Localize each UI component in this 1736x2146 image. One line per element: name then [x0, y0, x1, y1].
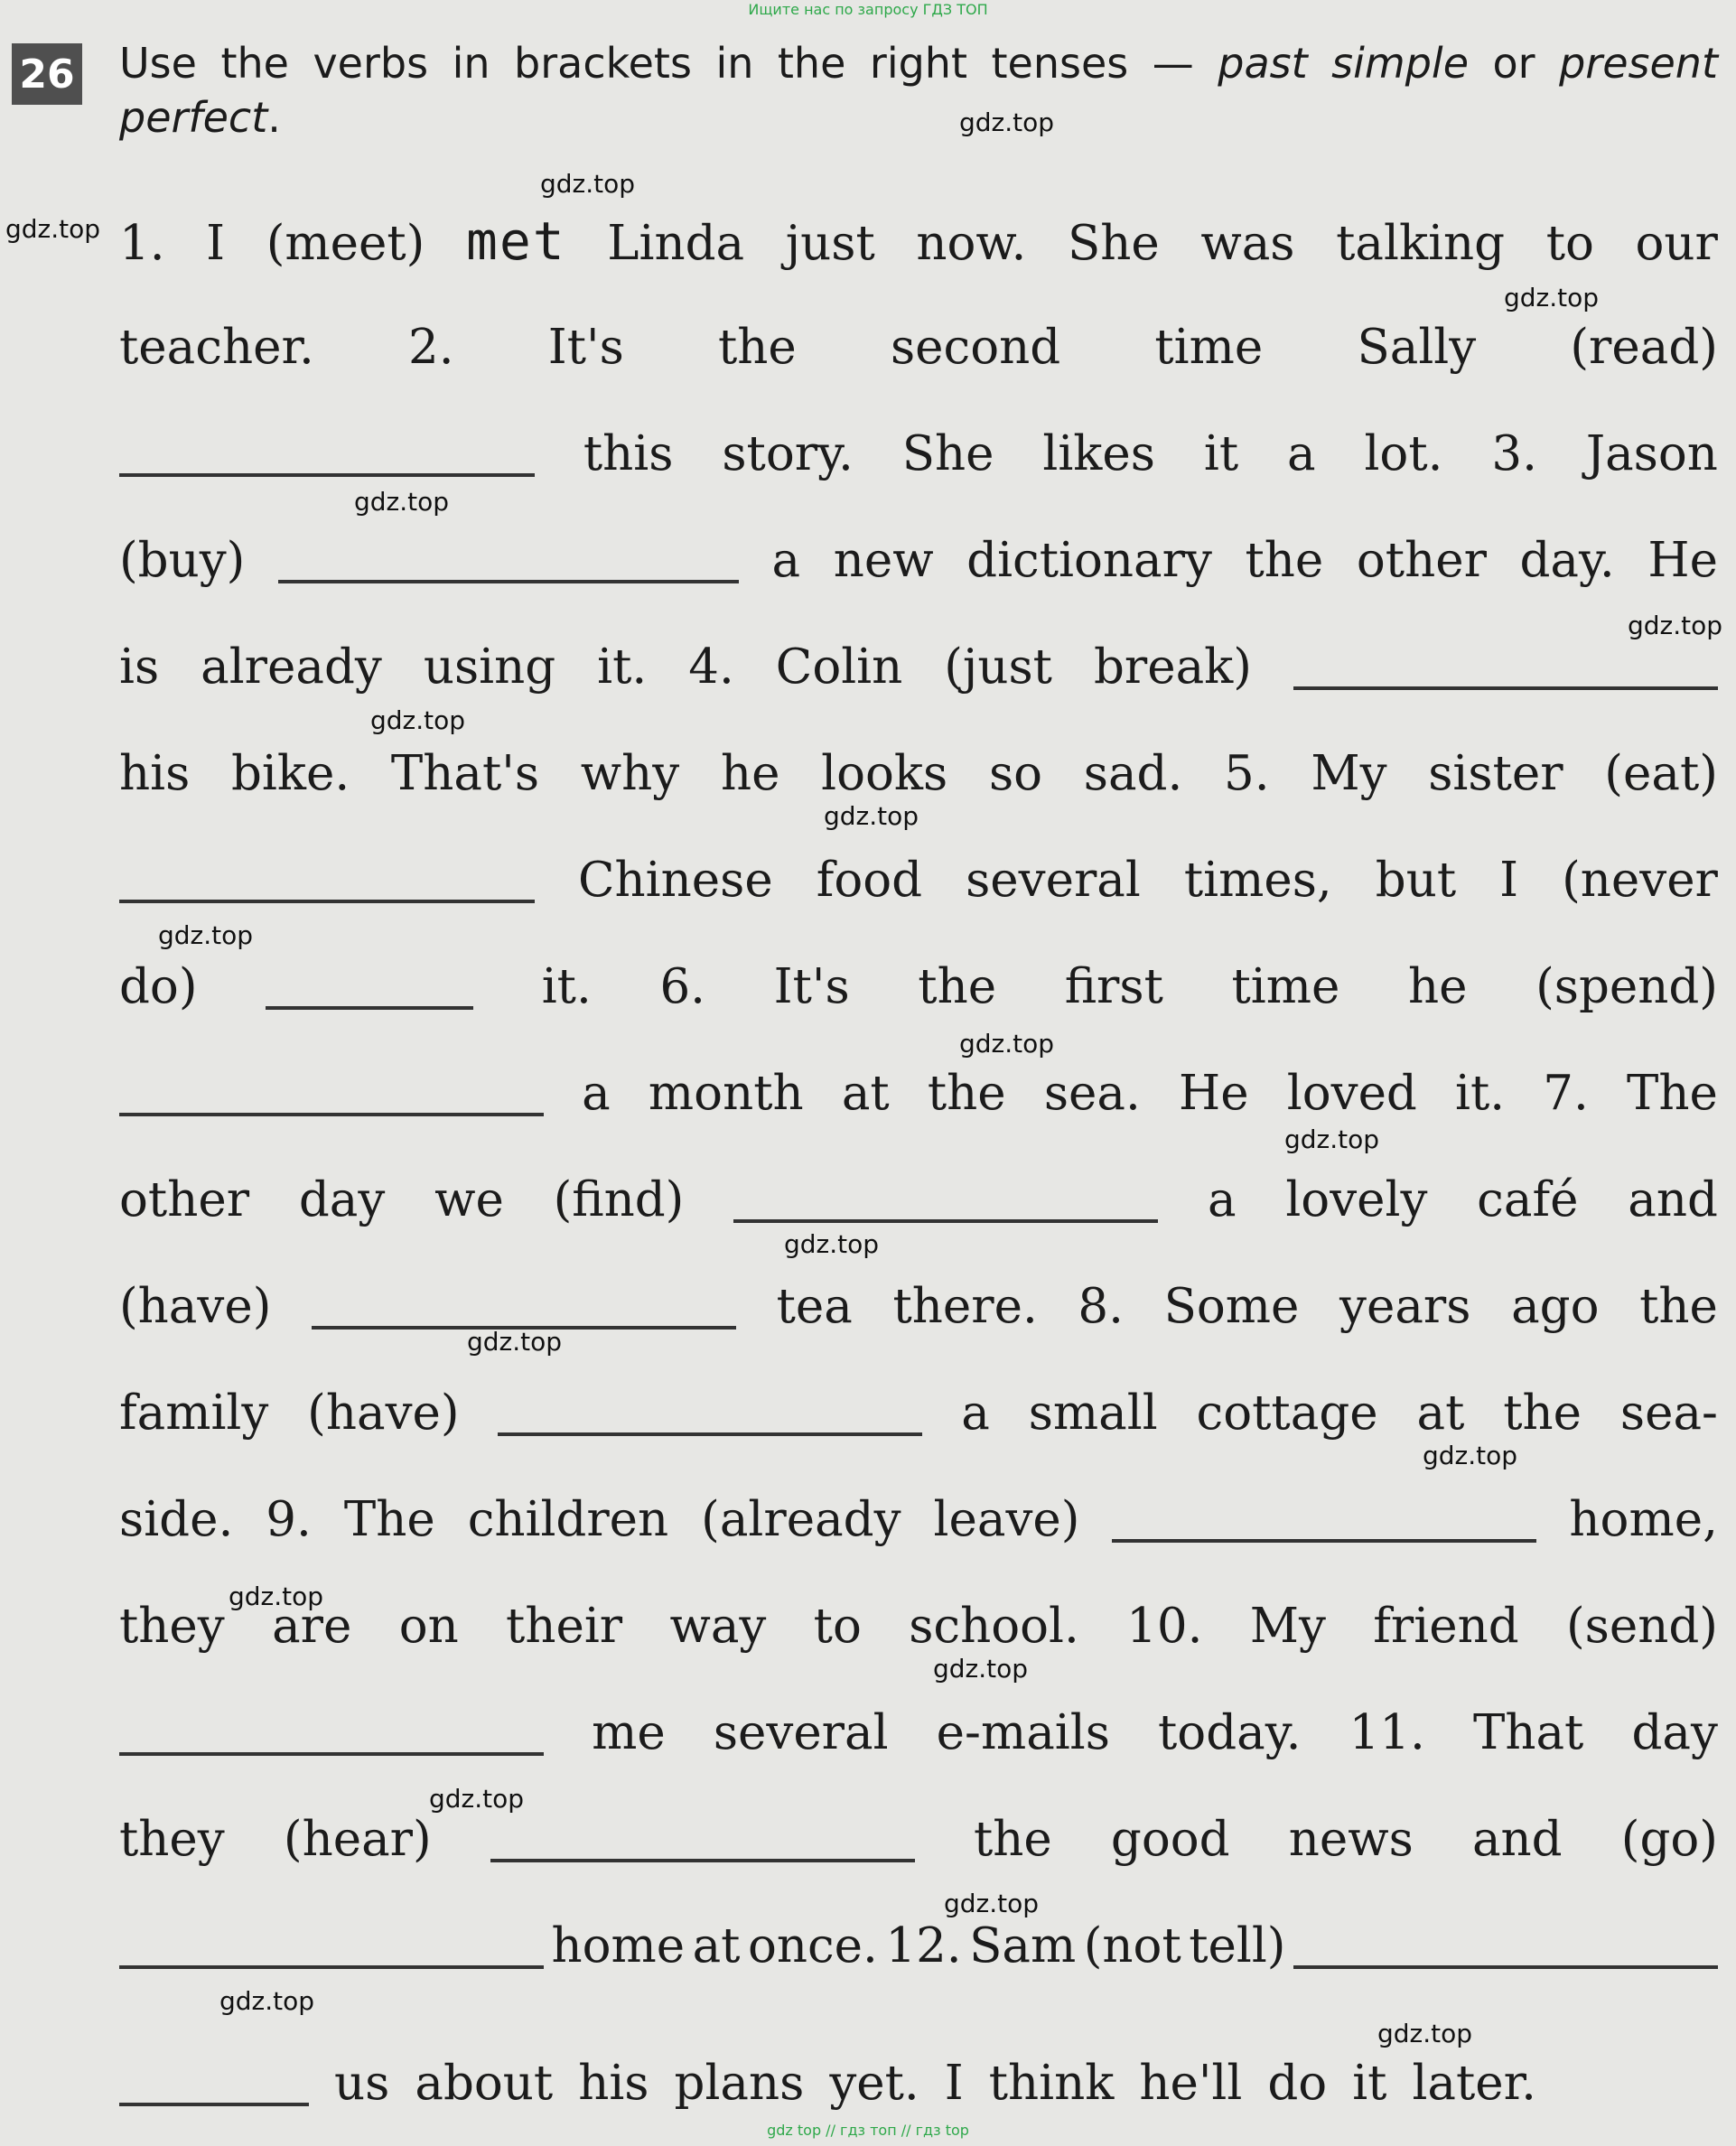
word: He: [1179, 1066, 1249, 1121]
word: I: [206, 216, 226, 271]
top-banner: Ищите нас по запросу ГДЗ ТОП: [748, 1, 988, 18]
word: Sam: [969, 1918, 1077, 1973]
watermark-text: gdz.top: [959, 107, 1055, 137]
word: this: [583, 426, 674, 481]
answer-blank[interactable]: [498, 1432, 922, 1436]
word: a: [961, 1386, 990, 1441]
watermark-text: gdz.top: [944, 1889, 1040, 1918]
word: (have): [307, 1386, 460, 1441]
instruction-italic-present-perfect: present perfect: [119, 39, 1718, 142]
word: time: [1231, 959, 1340, 1014]
word: there.: [892, 1279, 1038, 1334]
word: Colin: [775, 639, 903, 695]
word: 1.: [119, 216, 165, 271]
word: way: [669, 1599, 767, 1654]
word: I: [1499, 853, 1519, 908]
word: Jason: [1585, 426, 1718, 481]
word: (send): [1565, 1599, 1718, 1654]
word: (read): [1570, 320, 1718, 375]
word: I: [944, 2056, 964, 2111]
word: sad.: [1083, 746, 1183, 801]
word: She: [1067, 216, 1160, 271]
word: (find): [553, 1172, 685, 1227]
text-line: [119, 1915, 1718, 1978]
word: (go): [1620, 1812, 1718, 1867]
word: day: [298, 1172, 386, 1227]
word: their: [506, 1599, 623, 1654]
word: years: [1339, 1279, 1471, 1334]
word: he: [1407, 959, 1468, 1014]
word: (not: [1083, 1918, 1181, 1973]
word: a: [771, 533, 801, 588]
word: it.: [597, 639, 648, 695]
word: home,: [1569, 1492, 1718, 1547]
word: 5.: [1224, 746, 1270, 801]
word: why: [580, 746, 680, 801]
word: plans: [674, 2056, 805, 2111]
word: and: [1628, 1172, 1718, 1227]
word: bike.: [231, 746, 350, 801]
word: 6.: [659, 959, 706, 1014]
word: break): [1093, 639, 1252, 695]
word: ago: [1511, 1279, 1600, 1334]
word: the: [918, 959, 997, 1014]
word: new: [833, 533, 934, 588]
word: sea.: [1043, 1066, 1141, 1121]
word: cottage: [1196, 1386, 1378, 1441]
word: at: [692, 1918, 741, 1973]
word: a: [582, 1066, 611, 1121]
watermark-text: gdz.top: [824, 801, 919, 831]
word: (eat): [1604, 746, 1718, 801]
word: time: [1154, 320, 1264, 375]
instruction-or: or: [1469, 39, 1560, 88]
answer-blank[interactable]: [278, 580, 739, 583]
answer-blank[interactable]: [1293, 686, 1718, 690]
instruction-italic-past-simple: past simple: [1218, 39, 1470, 88]
word: and: [1471, 1812, 1563, 1867]
word: He: [1647, 533, 1718, 588]
word: 9.: [266, 1492, 312, 1547]
word: sea-: [1619, 1386, 1718, 1441]
word: Chinese: [578, 853, 773, 908]
word: leave): [933, 1492, 1080, 1547]
text-line: [119, 1062, 1718, 1125]
word: lovely: [1285, 1172, 1428, 1227]
word: think: [988, 2056, 1115, 2111]
word: Some: [1163, 1279, 1300, 1334]
word: 10.: [1126, 1599, 1203, 1654]
instruction-end: .: [267, 93, 281, 142]
word: It's: [773, 959, 850, 1014]
text-line: [119, 210, 1718, 275]
word: (buy): [119, 533, 246, 588]
answer-blank[interactable]: [490, 1859, 915, 1862]
word: the: [1245, 533, 1324, 588]
text-line: [119, 529, 1718, 592]
word: to: [1545, 216, 1594, 271]
word: second: [890, 320, 1061, 375]
word: (hear): [283, 1812, 432, 1867]
watermark-text: gdz.top: [1377, 2019, 1473, 2048]
word: teacher.: [119, 320, 314, 375]
word: a: [1207, 1172, 1237, 1227]
word: he: [720, 746, 780, 801]
word: (have): [119, 1279, 272, 1334]
word: 8.: [1078, 1279, 1124, 1334]
word: lot.: [1364, 426, 1443, 481]
watermark-text: gdz.top: [1284, 1124, 1380, 1154]
answer-blank[interactable]: [119, 2103, 309, 2106]
word: the: [717, 320, 797, 375]
word: at: [841, 1066, 890, 1121]
word: (spend): [1535, 959, 1718, 1014]
word: a: [1287, 426, 1316, 481]
text-line: [119, 1808, 1718, 1871]
word: home: [551, 1918, 686, 1973]
answer-blank[interactable]: [119, 900, 535, 903]
word: (never: [1562, 853, 1718, 908]
word: the: [1639, 1279, 1718, 1334]
word: day: [1631, 1705, 1718, 1760]
word: 4.: [688, 639, 734, 695]
word: looks: [821, 746, 948, 801]
word: several: [966, 853, 1141, 908]
word: sister: [1428, 746, 1563, 801]
answer-blank[interactable]: [119, 1113, 544, 1116]
word: (already: [701, 1492, 901, 1547]
word: The: [343, 1492, 435, 1547]
word: do): [119, 959, 198, 1014]
word: using: [423, 639, 556, 695]
text-line: [119, 1275, 1718, 1339]
word: She: [901, 426, 994, 481]
watermark-text: gdz.top: [959, 1029, 1055, 1059]
answer-blank[interactable]: [733, 1219, 1158, 1223]
word: family: [119, 1386, 269, 1441]
word: but: [1375, 853, 1457, 908]
word: me: [592, 1705, 666, 1760]
word: the: [1503, 1386, 1582, 1441]
watermark-text: gdz.top: [429, 1784, 525, 1814]
word: is: [119, 639, 160, 695]
watermark-text: gdz.top: [1504, 283, 1600, 313]
exercise-instruction: [119, 36, 1718, 145]
watermark-text: gdz.top: [219, 1986, 315, 2016]
word: Linda: [607, 216, 745, 271]
word: so: [988, 746, 1043, 801]
watermark-text: gdz.top: [158, 920, 254, 950]
watermark-text: gdz.top: [5, 214, 101, 244]
word: It's: [547, 320, 624, 375]
word: e-mails: [936, 1705, 1110, 1760]
text-line: [119, 1488, 1718, 1552]
handwritten-answer: met: [465, 210, 566, 272]
text-line: [119, 1382, 1718, 1445]
word: side.: [119, 1492, 234, 1547]
word: tell): [1189, 1918, 1286, 1973]
word: he'll: [1139, 2056, 1243, 2111]
word: 12.: [885, 1918, 962, 1973]
word: do: [1267, 2056, 1328, 2111]
word: his: [578, 2056, 649, 2111]
word: once.: [747, 1918, 878, 1973]
text-line: [119, 1595, 1718, 1658]
word: the: [973, 1812, 1052, 1867]
word: café: [1477, 1172, 1579, 1227]
word: at: [1416, 1386, 1465, 1441]
word: My: [1311, 746, 1387, 801]
watermark-text: gdz.top: [370, 705, 466, 735]
word: That: [1472, 1705, 1584, 1760]
watermark-text: gdz.top: [1628, 611, 1723, 640]
word: was: [1200, 216, 1295, 271]
text-line: [119, 849, 1718, 912]
word: tea: [776, 1279, 853, 1334]
text-line: [119, 1169, 1718, 1232]
watermark-text: gdz.top: [540, 169, 636, 199]
word: story.: [722, 426, 854, 481]
text-line: [119, 316, 1718, 379]
watermark-text: gdz.top: [354, 487, 450, 517]
word: today.: [1158, 1705, 1302, 1760]
answer-blank[interactable]: [119, 1752, 544, 1756]
text-line: [119, 423, 1718, 486]
word: month: [648, 1066, 804, 1121]
word: the: [927, 1066, 1006, 1121]
word: his: [119, 746, 191, 801]
word: (meet): [266, 216, 425, 271]
word: 11.: [1349, 1705, 1425, 1760]
word: The: [1627, 1066, 1718, 1121]
word: it.: [1455, 1066, 1506, 1121]
word: other: [119, 1172, 250, 1227]
watermark-text: gdz.top: [784, 1229, 880, 1259]
word: friend: [1373, 1599, 1519, 1654]
watermark-text: gdz.top: [229, 1582, 324, 1611]
word: 7.: [1543, 1066, 1589, 1121]
word: later.: [1412, 2056, 1537, 2111]
instruction-text: Use the verbs in brackets in the right tenses —: [119, 39, 1218, 88]
answer-blank[interactable]: [119, 473, 535, 477]
word: 3.: [1491, 426, 1537, 481]
text-line: [119, 2052, 1718, 2115]
word: school.: [909, 1599, 1079, 1654]
word: it: [1203, 426, 1239, 481]
word: 2.: [408, 320, 454, 375]
word: now.: [916, 216, 1027, 271]
word: good: [1110, 1812, 1230, 1867]
word: times,: [1183, 853, 1332, 908]
word: My: [1249, 1599, 1326, 1654]
answer-blank[interactable]: [1112, 1539, 1536, 1543]
word: Sally: [1357, 320, 1477, 375]
word: our: [1635, 216, 1718, 271]
word: likes: [1042, 426, 1155, 481]
watermark-text: gdz.top: [467, 1327, 563, 1357]
word: That's: [390, 746, 540, 801]
word: us: [334, 2056, 390, 2111]
text-line: [119, 636, 1718, 699]
word: on: [398, 1599, 459, 1654]
word: day.: [1519, 533, 1615, 588]
word: food: [816, 853, 923, 908]
word: just: [785, 216, 875, 271]
text-line: [119, 742, 1718, 806]
word: they: [119, 1599, 225, 1654]
word: children: [467, 1492, 669, 1547]
answer-blank[interactable]: [266, 1006, 473, 1010]
word: small: [1028, 1386, 1158, 1441]
word: other: [1356, 533, 1487, 588]
word: first: [1064, 959, 1163, 1014]
word: it.: [541, 959, 592, 1014]
word: dictionary: [966, 533, 1212, 588]
word: several: [713, 1705, 889, 1760]
word: to: [813, 1599, 862, 1654]
word: they: [119, 1812, 225, 1867]
text-line: [119, 1702, 1718, 1765]
word: news: [1288, 1812, 1414, 1867]
watermark-text: gdz.top: [933, 1654, 1029, 1684]
word: (just: [944, 639, 1052, 695]
word: are: [272, 1599, 352, 1654]
word: yet.: [829, 2056, 919, 2111]
answer-blank[interactable]: [119, 1965, 544, 1969]
word: about: [415, 2056, 554, 2111]
text-line: [119, 956, 1718, 1019]
word: talking: [1336, 216, 1506, 271]
word: loved: [1286, 1066, 1417, 1121]
word: we: [434, 1172, 504, 1227]
word: it: [1352, 2056, 1387, 2111]
exercise-number-badge: 26: [12, 43, 82, 105]
word: already: [201, 639, 382, 695]
answer-blank[interactable]: [1293, 1965, 1718, 1969]
bottom-banner: gdz top // гдз топ // гдз top: [767, 2122, 969, 2139]
watermark-text: gdz.top: [1423, 1441, 1518, 1470]
